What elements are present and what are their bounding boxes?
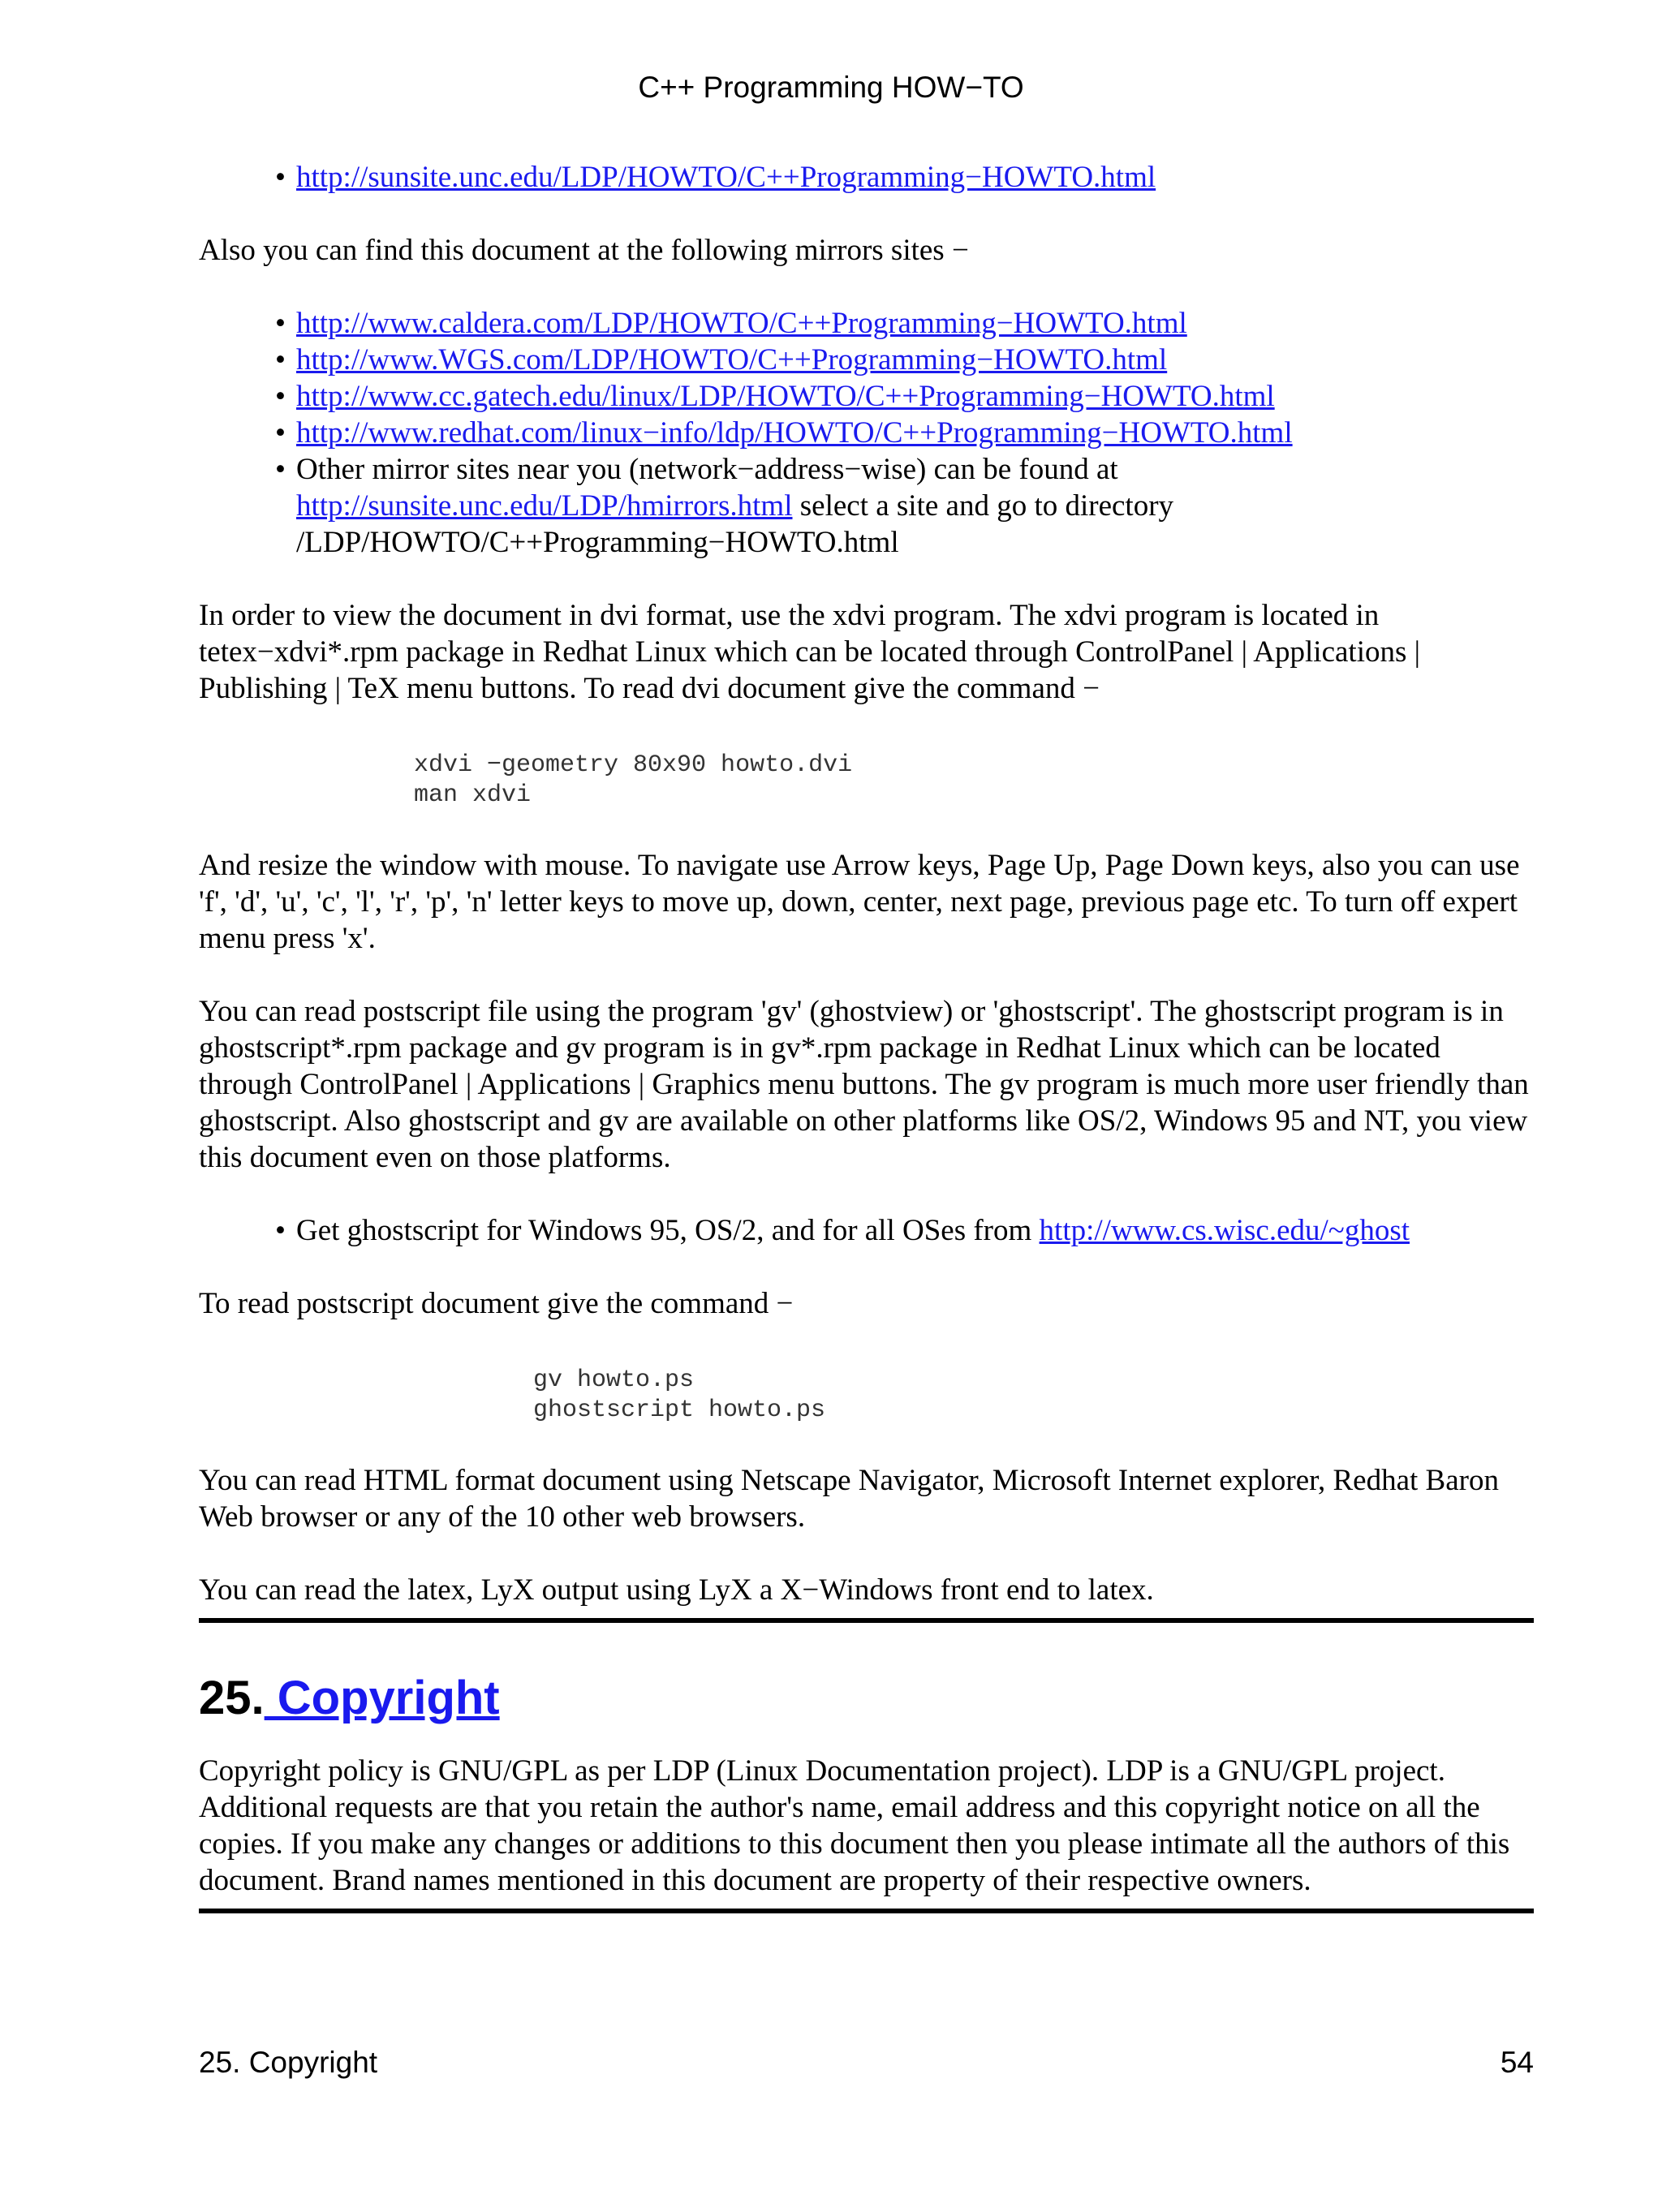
mirror-list <box>199 305 1534 561</box>
primary-link-list <box>199 159 1534 196</box>
footer-page-number: 54 <box>1500 2046 1534 2079</box>
mirror-directory-path: /LDP/HOWTO/C++Programming−HOWTO.html <box>296 526 899 559</box>
list-item <box>296 305 1534 342</box>
mirrors-intro: Also you can find this document at the following mirrors sites − <box>199 234 969 267</box>
mirror-other-text: Other mirror sites near you (network−address−wise) can be found at <box>296 453 1118 486</box>
list-item <box>296 451 1534 561</box>
dvi-code-block <box>199 751 1534 811</box>
section-heading <box>199 1670 1534 1727</box>
list-item <box>296 342 1534 378</box>
code-line: ghostscript howto.ps <box>533 1396 826 1424</box>
code-line: gv howto.ps <box>533 1366 695 1394</box>
footer-section-label: 25. Copyright <box>199 2046 378 2079</box>
section-title-link[interactable]: Copyright <box>264 1672 500 1724</box>
html-paragraph: You can read HTML format document using Netscape Navigator, Microsoft Internet explorer, Redhat Baron Web browser or any of the 10 other web browsers. <box>199 1464 1499 1534</box>
latex-paragraph: You can read the latex, LyX output using LyX a X−Windows front end to latex. <box>199 1573 1154 1607</box>
mirror-link-redhat[interactable]: http://www.redhat.com/linux−info/ldp/HOWTO/C++Programming−HOWTO.html <box>296 416 1293 450</box>
mirror-link-gatech[interactable]: http://www.cc.gatech.edu/linux/LDP/HOWTO/C++Programming−HOWTO.html <box>296 380 1275 413</box>
code-line: man xdvi <box>414 781 532 809</box>
ghostscript-text: Get ghostscript for Windows 95, OS/2, and for all OSes from <box>296 1214 1040 1247</box>
section-number: 25. <box>199 1672 265 1724</box>
code-line: xdvi −geometry 80x90 howto.dvi <box>414 751 853 779</box>
dvi-paragraph: In order to view the document in dvi format, use the xdvi program. The xdvi program is located in tetex−xdvi*.rpm package in Redhat Linux which can be located through ControlPanel | Applications | Publishing | TeX menu buttons. To read dvi document give the command − <box>199 599 1421 705</box>
list-item <box>296 378 1534 415</box>
postscript-paragraph: You can read postscript file using the program 'gv' (ghostview) or 'ghostscript'. The ghostscript program is in ghostscript*.rpm package and gv program is in gv*.rpm package in Redhat Linux which can be located through ControlPanel | Applications | Graphics menu buttons. The gv program is much more user friendly than ghostscript. Also ghostscript and gv are available on other platforms like OS/2, Windows 95 and NT, you view this document even on those platforms. <box>199 995 1529 1174</box>
ghostscript-link[interactable]: http://www.cs.wisc.edu/~ghost <box>1039 1214 1410 1247</box>
section-divider <box>199 1909 1534 1913</box>
mirror-link-wgs[interactable]: http://www.WGS.com/LDP/HOWTO/C++Programming−HOWTO.html <box>296 343 1168 377</box>
hmirrors-link[interactable]: http://sunsite.unc.edu/LDP/hmirrors.html <box>296 489 793 523</box>
list-item <box>296 1212 1534 1249</box>
page-content <box>199 159 1534 1913</box>
mirror-other-after: select a site and go to directory <box>792 489 1174 523</box>
copyright-paragraph: Copyright policy is GNU/GPL as per LDP (Linux Documentation project). LDP is a GNU/GPL project. Additional requests are that you retain the author's name, email address and this copyright notice on all the copies. If you make any changes or additions to this document then you please intimate all the authors of this document. Brand names mentioned in this document are property of their respective owners. <box>199 1754 1510 1897</box>
list-item <box>296 415 1534 451</box>
ghostscript-list <box>199 1212 1534 1249</box>
ps-code-block <box>199 1366 1534 1426</box>
resize-paragraph: And resize the window with mouse. To navigate use Arrow keys, Page Up, Page Down keys, also you can use 'f', 'd', 'u', 'c', 'l', 'r', 'p', 'n' letter keys to move up, down, center, next page, previous page etc. To turn off expert menu press 'x'. <box>199 849 1520 955</box>
mirror-link-caldera[interactable]: http://www.caldera.com/LDP/HOWTO/C++Programming−HOWTO.html <box>296 307 1187 340</box>
primary-howto-link[interactable]: http://sunsite.unc.edu/LDP/HOWTO/C++Programming−HOWTO.html <box>296 161 1156 194</box>
running-header: C++ Programming HOW−TO <box>638 71 1024 104</box>
list-item <box>296 159 1534 196</box>
ps-command-intro: To read postscript document give the command − <box>199 1287 794 1320</box>
